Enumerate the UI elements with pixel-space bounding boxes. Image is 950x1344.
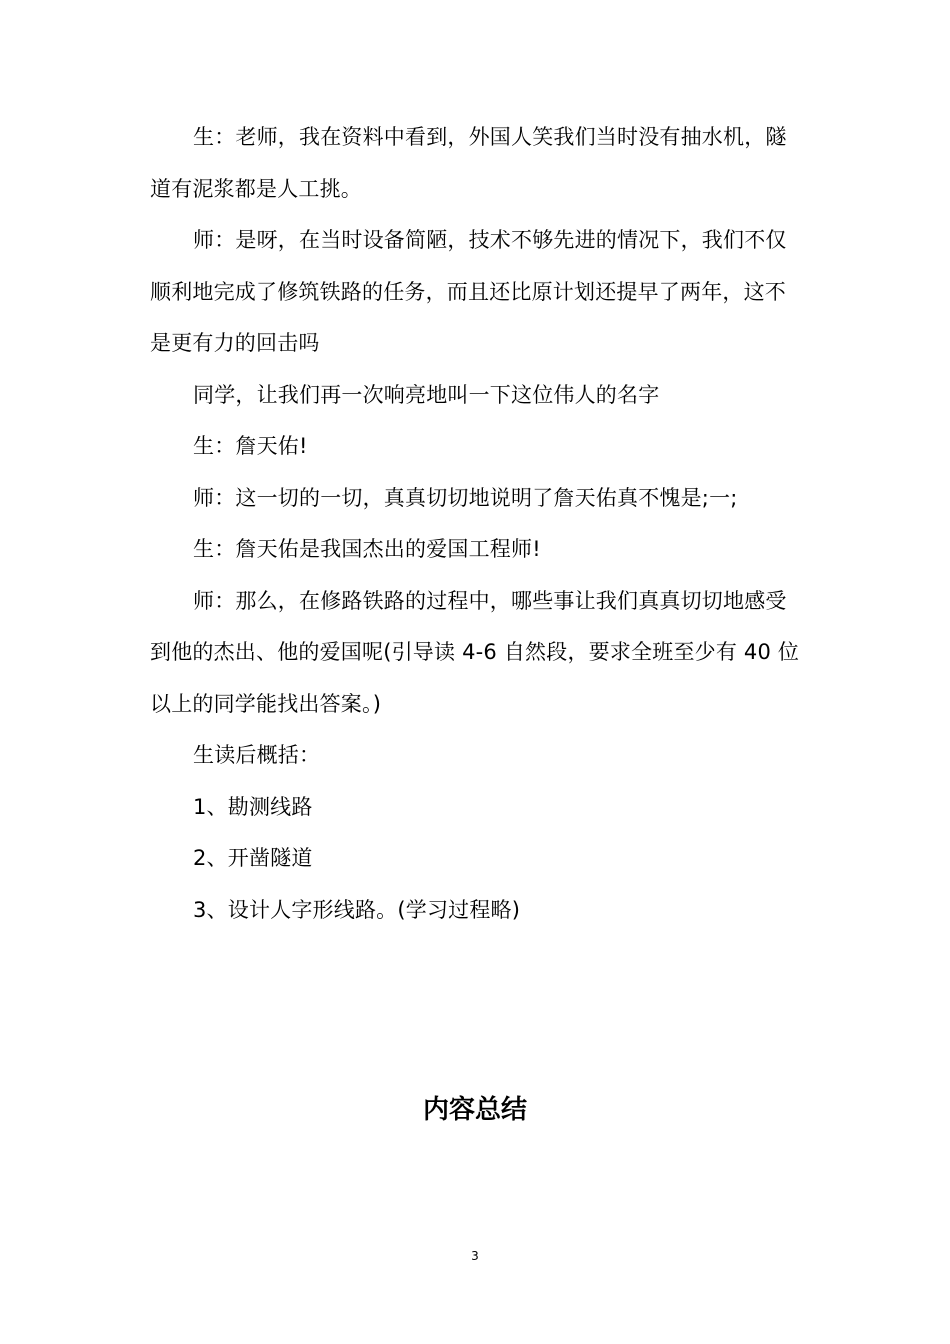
summary-title: 内容总结 (422, 1095, 527, 1125)
list-item: 2、开凿隧道 (193, 846, 313, 870)
paragraph-class-prompt: 同学，让我们再一次响亮地叫一下这位伟人的名字 (193, 382, 660, 407)
paragraph-student-answer: 生：詹天佑是我国杰出的爱国工程师! (193, 537, 541, 561)
paragraph-teacher-response: 师：是呀，在当时设备简陋，技术不够先进的情况下，我们不仅顺利地完成了修筑铁路的任务，而且还比原计划还提早了两年，这不是更有力的回击吗 (150, 228, 787, 355)
paragraph-student-remark: 生：老师，我在资料中看到，外国人笑我们当时没有抽水机，隧道有泥浆都是人工挑。 (150, 125, 787, 201)
paragraph-teacher-question: 师：那么，在修路铁路的过程中，哪些事让我们真真切切地感受到他的杰出、他的爱国呢(引导读 4-6 自然段，要求全班至少有 40 位以上的同学能找出答案。) (150, 588, 800, 716)
paragraph-student-name: 生：詹天佑! (193, 434, 308, 458)
page-number: 3 (471, 1249, 479, 1263)
list-item: 1、勘测线路 (193, 794, 313, 819)
list-item: 3、设计人字形线路。(学习过程略) (193, 897, 521, 922)
paragraph-summary-intro: 生读后概括： (193, 743, 321, 767)
document-body (150, 112, 800, 936)
paragraph-teacher-statement: 师：这一切的一切，真真切切地说明了詹天佑真不愧是;一; (193, 485, 738, 510)
